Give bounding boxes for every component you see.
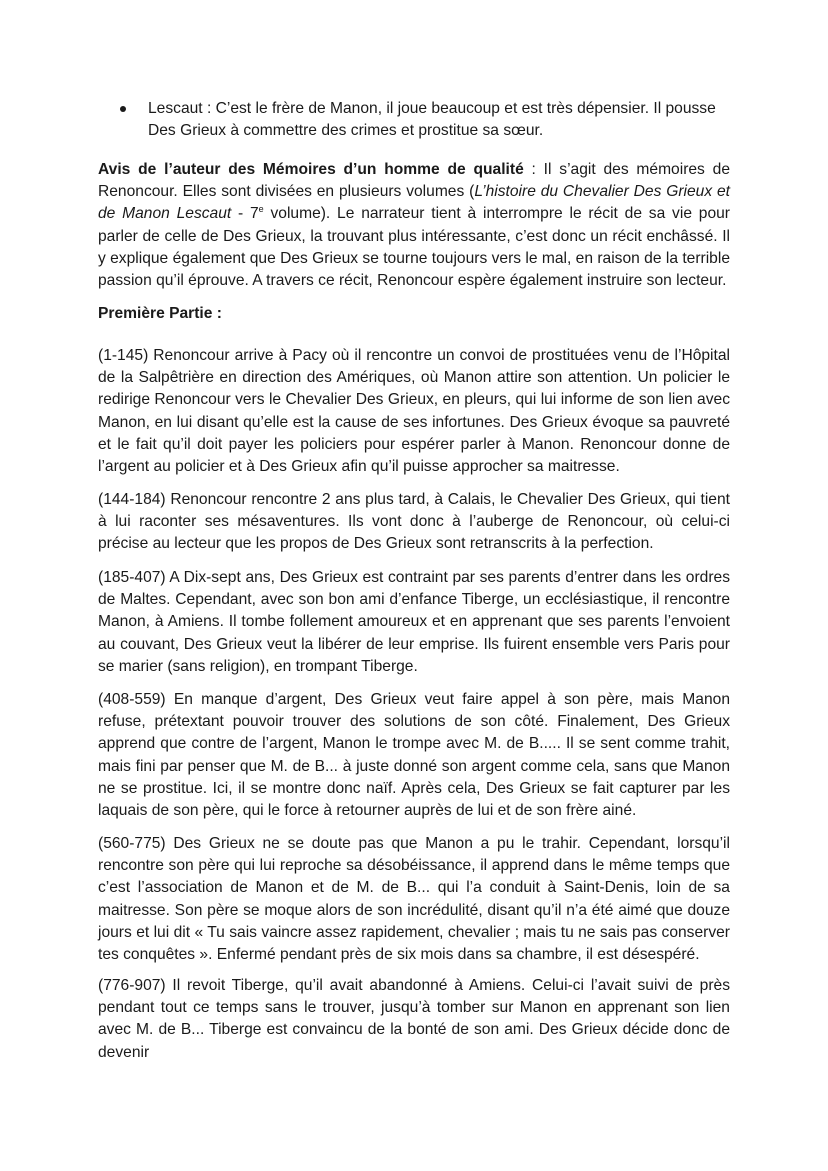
- novel-title: L’histoire du Chevalier Des Grieux et de Manon Lescaut: [98, 183, 730, 223]
- summary-paragraph-4: (408-559) En manque d’argent, Des Grieux veut faire appel à son père, mais Manon refuse, prétextant pouvoir trouver des solutions de son côté. Finalement, Des Grieux apprend que contre de l’argent, Manon le trompe avec M. de B..... Il se sent comme trahit, mais fini par penser que M. de B... à juste donné son argent comme cela, sans que Manon ne se prostitue. Ici, il se montre donc naïf. Après cela, Des Grieux se fait capturer par les laquais de son père, qui le force à retourner auprès de lui et de son frère ainé.: [98, 691, 730, 820]
- summary-paragraph-6: (776-907) Il revoit Tiberge, qu’il avait abandonné à Amiens. Celui-ci l’avait suivi de près pendant tout ce temps sans le trouver, jusqu’à tomber sur Manon en apprenant son lien avec M. de B... Tiberge est convaincu de la bonté de son ami. Des Grieux décide donc de devenir: [98, 977, 730, 1061]
- author-notice-text-2: - 7: [231, 205, 259, 223]
- author-notice-heading: Avis de l’auteur des Mémoires d’un homme de qualité: [98, 161, 524, 178]
- bullet-dot-icon: [120, 106, 126, 112]
- part-heading: [98, 303, 730, 325]
- summary-paragraph-5: (560-775) Des Grieux ne se doute pas que Manon a pu le trahir. Cependant, lorsqu’il rencontre son père qui lui reproche sa désobéissance, il apprend dans le même temps que c’est l’association de Manon et de M. de B... qui l’a conduit à Saint-Denis, loin de sa maitresse. Son père se moque alors de son incrédulité, disant qu’il n’a été aimé que douze jours et lui dit « Tu sais vaincre assez rapidement, chevalier ; mais tu ne sais pas conserver tes conquêtes ». Enfermé pendant près de six mois dans sa chambre, il est désespéré.: [98, 835, 730, 964]
- author-notice-text-1: : Il s’agit des mémoires de Renoncour. Elles sont divisées en plusieurs volumes (: [98, 161, 731, 201]
- author-notice-paragraph: [98, 159, 730, 292]
- bullet-text: Lescaut : C’est le frère de Manon, il joue beaucoup et est très dépensier. Il pousse Des Grieux à commettre des crimes et prostitue sa sœur.: [148, 100, 716, 140]
- volume-superscript: e: [258, 204, 264, 215]
- summary-paragraph-2: (144-184) Renoncour rencontre 2 ans plus tard, à Calais, le Chevalier Des Grieux, qui tient à lui raconter ses mésaventures. Ils vont donc à l’auberge de Renoncour, où celui-ci précise au lecteur que les propos de Des Grieux sont retranscrits à la perfection.: [98, 491, 730, 553]
- author-notice-text-3: volume). Le narrateur tient à interrompre le récit de sa vie pour parler de celle de Des Grieux, la trouvant plus intéressante, c’est donc un récit enchâssé. Il y explique également que Des Grieux se tourne toujours vers le mal, en raison de la terrible passion qu’il éprouve. A travers ce récit, Renoncour espère également instruire son lecteur.: [98, 205, 730, 290]
- part-heading-text: Première Partie :: [98, 305, 222, 322]
- summary-paragraph-1: (1-145) Renoncour arrive à Pacy où il rencontre un convoi de prostituées venu de l’Hôpital de la Salpêtrière en direction des Amériques, où Manon attire son attention. Un policier le redirige Renoncour vers le Chevalier Des Grieux, en pleurs, qui lui informe de son lien avec Manon, en lui disant qu’elle est la cause de ses infortunes. Des Grieux évoque sa pauvreté et le fait qu’il doit payer les policiers pour espérer parler à Manon. Renoncour donne de l’argent au policier et à Des Grieux afin qu’il puisse approcher sa maitresse.: [98, 347, 730, 476]
- summary-paragraph-3: (185-407) A Dix-sept ans, Des Grieux est contraint par ses parents d’entrer dans les ordres de Maltes. Cependant, avec son bon ami d’enfance Tiberge, un ecclésiastique, il rencontre Manon, à Amiens. Il tombe follement amoureux et en apprenant que ses parents l’envoient au couvant, Des Grieux veut la libérer de leur emprise. Ils fuirent ensemble vers Paris pour se marier (sans religion), en trompant Tiberge.: [98, 569, 730, 675]
